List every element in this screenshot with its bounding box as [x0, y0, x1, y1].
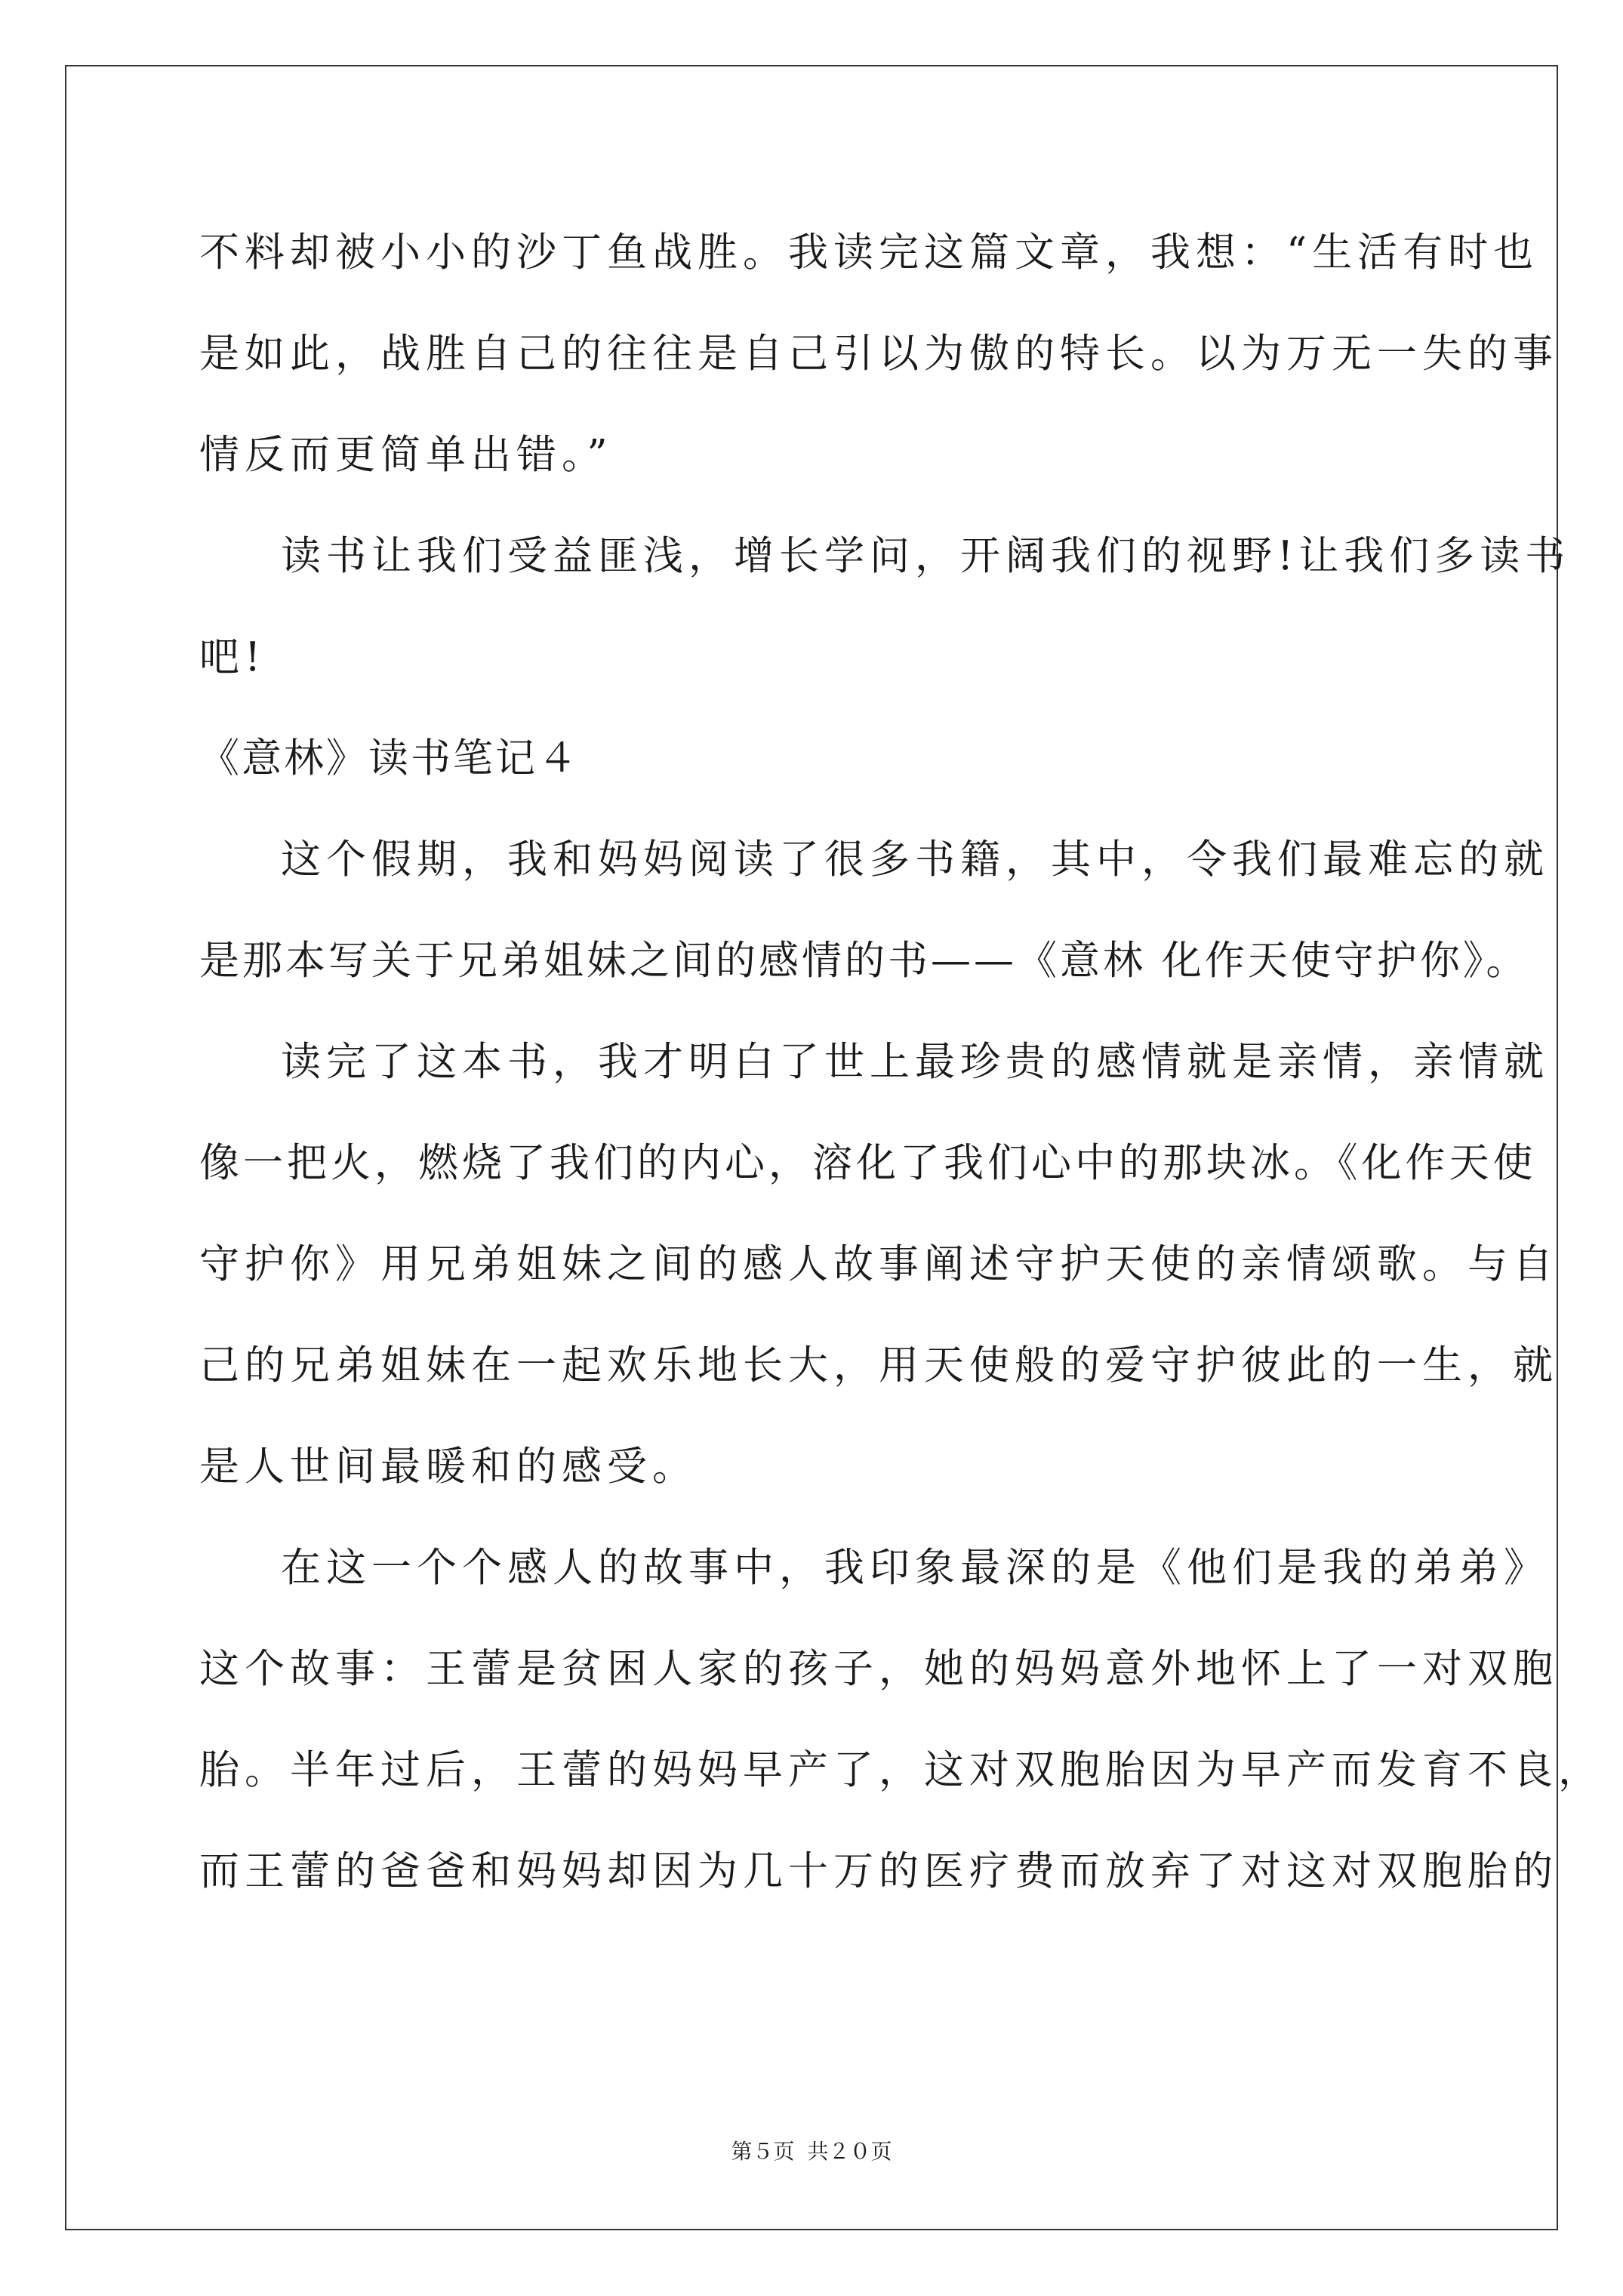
- text-line: 吧!: [199, 634, 266, 680]
- text-line: 这个故事：王蕾是贫困人家的孩子，她的妈妈意外地怀上了一对双胞: [199, 1646, 1558, 1692]
- text-line: 不料却被小小的沙丁鱼战胜。我读完这篇文章，我想：“生活有时也: [199, 230, 1539, 276]
- page-footer: [0, 2137, 1623, 2167]
- text-line: 像一把火，燃烧了我们的内心，溶化了我们心中的那块冰。《化作天使: [199, 1140, 1537, 1186]
- paragraph-first-line: 读书让我们受益匪浅，增长学问，开阔我们的视野!让我们多读书: [281, 533, 1571, 579]
- text-line: 胎。半年过后，王蕾的妈妈早产了，这对双胞胎因为早产而发育不良，: [199, 1747, 1603, 1793]
- paragraph-first-line: 在这一个个感人的故事中，我印象最深的是《他们是我的弟弟》: [281, 1545, 1549, 1591]
- paragraph-first-line: 这个假期，我和妈妈阅读了很多书籍，其中，令我们最难忘的就: [281, 837, 1549, 883]
- page-number: 第５页: [731, 2139, 795, 2164]
- text-line: 情反而更简单出错。”: [199, 432, 613, 478]
- text-line: 守护你》用兄弟姐妹之间的感人故事阐述守护天使的亲情颂歌。与自: [199, 1241, 1558, 1287]
- text-line: 是人世间最暖和的感受。: [199, 1444, 698, 1490]
- text-line: 是如此，战胜自己的往往是自己引以为傲的特长。以为万无一失的事: [199, 331, 1558, 377]
- section-heading: 《意林》读书笔记４: [199, 735, 580, 781]
- text-line: 是那本写关于兄弟姐妹之间的感情的书——《意林 化作天使守护你》。: [199, 938, 1529, 984]
- text-line: 而王蕾的爸爸和妈妈却因为几十万的医疗费而放弃了对这对双胞胎的: [199, 1848, 1558, 1894]
- paragraph-first-line: 读完了这本书，我才明白了世上最珍贵的感情就是亲情，亲情就: [281, 1039, 1549, 1085]
- text-line: 己的兄弟姐妹在一起欢乐地长大，用天使般的爱守护彼此的一生，就: [199, 1342, 1558, 1388]
- page-total: 共２０页: [807, 2139, 892, 2164]
